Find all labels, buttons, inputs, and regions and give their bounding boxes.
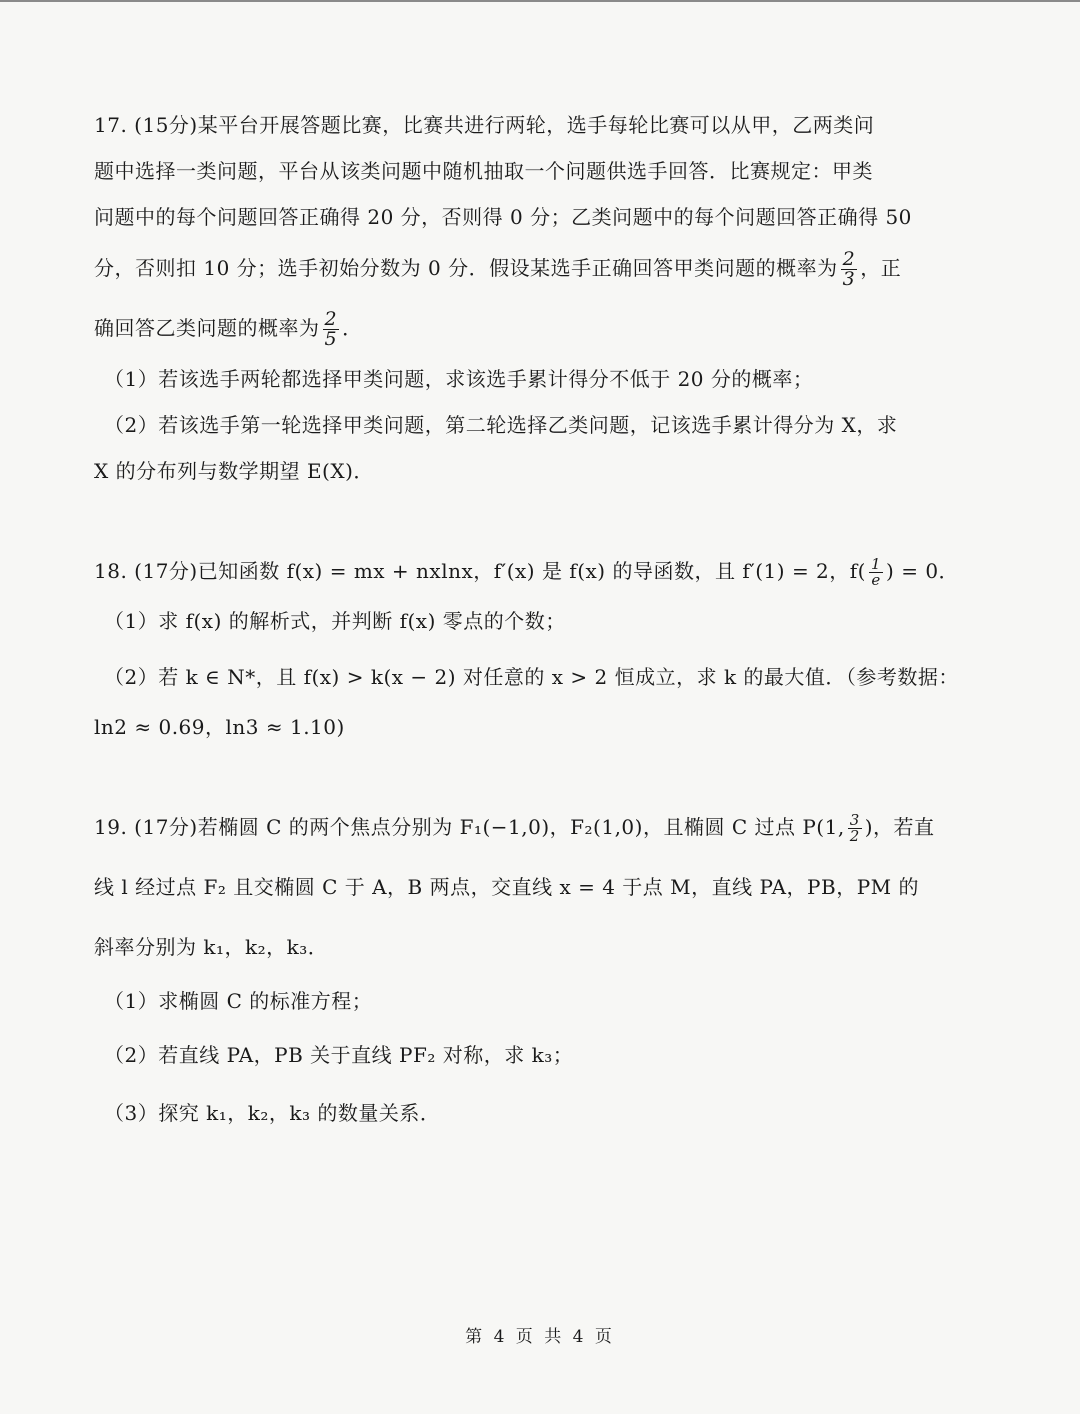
q17-line-3: 问题中的每个问题回答正确得 20 分，否则得 0 分；乙类问题中的每个问题回答正确得 50 [94,205,912,229]
fraction-numerator: 3 [849,811,860,829]
q17-part-2: （2）若该选手第一轮选择甲类问题，第二轮选择乙类问题，记该选手累计得分为 X，求 [104,413,898,437]
q18-part-2-cont: ln2 ≈ 0.69，ln3 ≈ 1.10) [94,715,345,739]
q19-part-2: （2）若直线 PA，PB 关于直线 PF₂ 对称，求 k₃； [104,1043,574,1067]
fraction-three-halves [848,813,862,844]
fraction-denominator: 3 [842,268,856,290]
q19-line-2: 线 l 经过点 F₂ 且交椭圆 C 于 A，B 两点，交直线 x = 4 于点 M，直线 PA，PB，PM 的 [94,875,919,899]
q17-line-1: 17. (15分)某平台开展答题比赛，比赛共进行两轮，选手每轮比赛可以从甲，乙两类问 [94,113,875,137]
q18-part-2: （2）若 k ∈ N*，且 f(x) > k(x − 2) 对任意的 x > 2 恒成立，求 k 的最大值．（参考数据： [104,665,959,689]
q17-line-2: 题中选择一类问题，平台从该类问题中随机抽取一个问题供选手回答．比赛规定：甲类 [94,159,873,183]
q17-part-1: （1）若该选手两轮都选择甲类问题，求该选手累计得分不低于 20 分的概率； [104,367,814,391]
fraction-denominator: 2 [849,827,860,845]
fraction-two-thirds [841,250,858,289]
q18-line-1-tail: ) = 0． [886,559,960,583]
fraction-numerator: 2 [842,248,856,270]
q19-line-1-tail: )，若直 [864,815,935,839]
fraction-numerator: 1 [871,555,882,573]
fraction-numerator: 2 [324,308,338,330]
q19-part-1: （1）求椭圆 C 的标准方程； [104,989,373,1013]
q18-line-1 [94,555,960,589]
q18-line-1-text: 18. (17分)已知函数 f(x) = mx + nxlnx，f′(x) 是 f(x) 的导函数，且 f′(1) = 2，f( [94,559,866,583]
q18-part-1: （1）求 f(x) 的解析式，并判断 f(x) 零点的个数； [104,609,566,633]
fraction-denominator: 5 [324,328,338,350]
q17-line-5-text: 确回答乙类问题的概率为 [94,316,320,340]
q17-line-4-tail: ，正 [860,256,902,280]
q17-line-4-text: 分，否则扣 10 分；选手初始分数为 0 分．假设某选手正确回答甲类问题的概率为 [94,256,838,280]
q19-line-1 [94,811,935,845]
q19-line-1-text: 19. (17分)若椭圆 C 的两个焦点分别为 F₁(−1,0)，F₂(1,0)，且椭圆 C 过点 P(1, [94,815,845,839]
q17-part-2-cont: X 的分布列与数学期望 E(X)． [94,459,374,483]
q17-line-5-tail: ． [342,316,363,340]
page-footer: 第 4 页 共 4 页 [465,1327,615,1347]
q17-line-4 [94,250,904,289]
q19-part-3: （3）探究 k₁，k₂，k₃ 的数量关系． [104,1101,441,1125]
fraction-denominator: e [871,571,881,589]
fraction-one-over-e [869,557,883,588]
fraction-two-fifths [323,310,340,349]
q19-line-3: 斜率分别为 k₁，k₂，k₃． [94,935,329,959]
q17-line-5 [94,310,904,349]
top-border [0,0,1080,2]
